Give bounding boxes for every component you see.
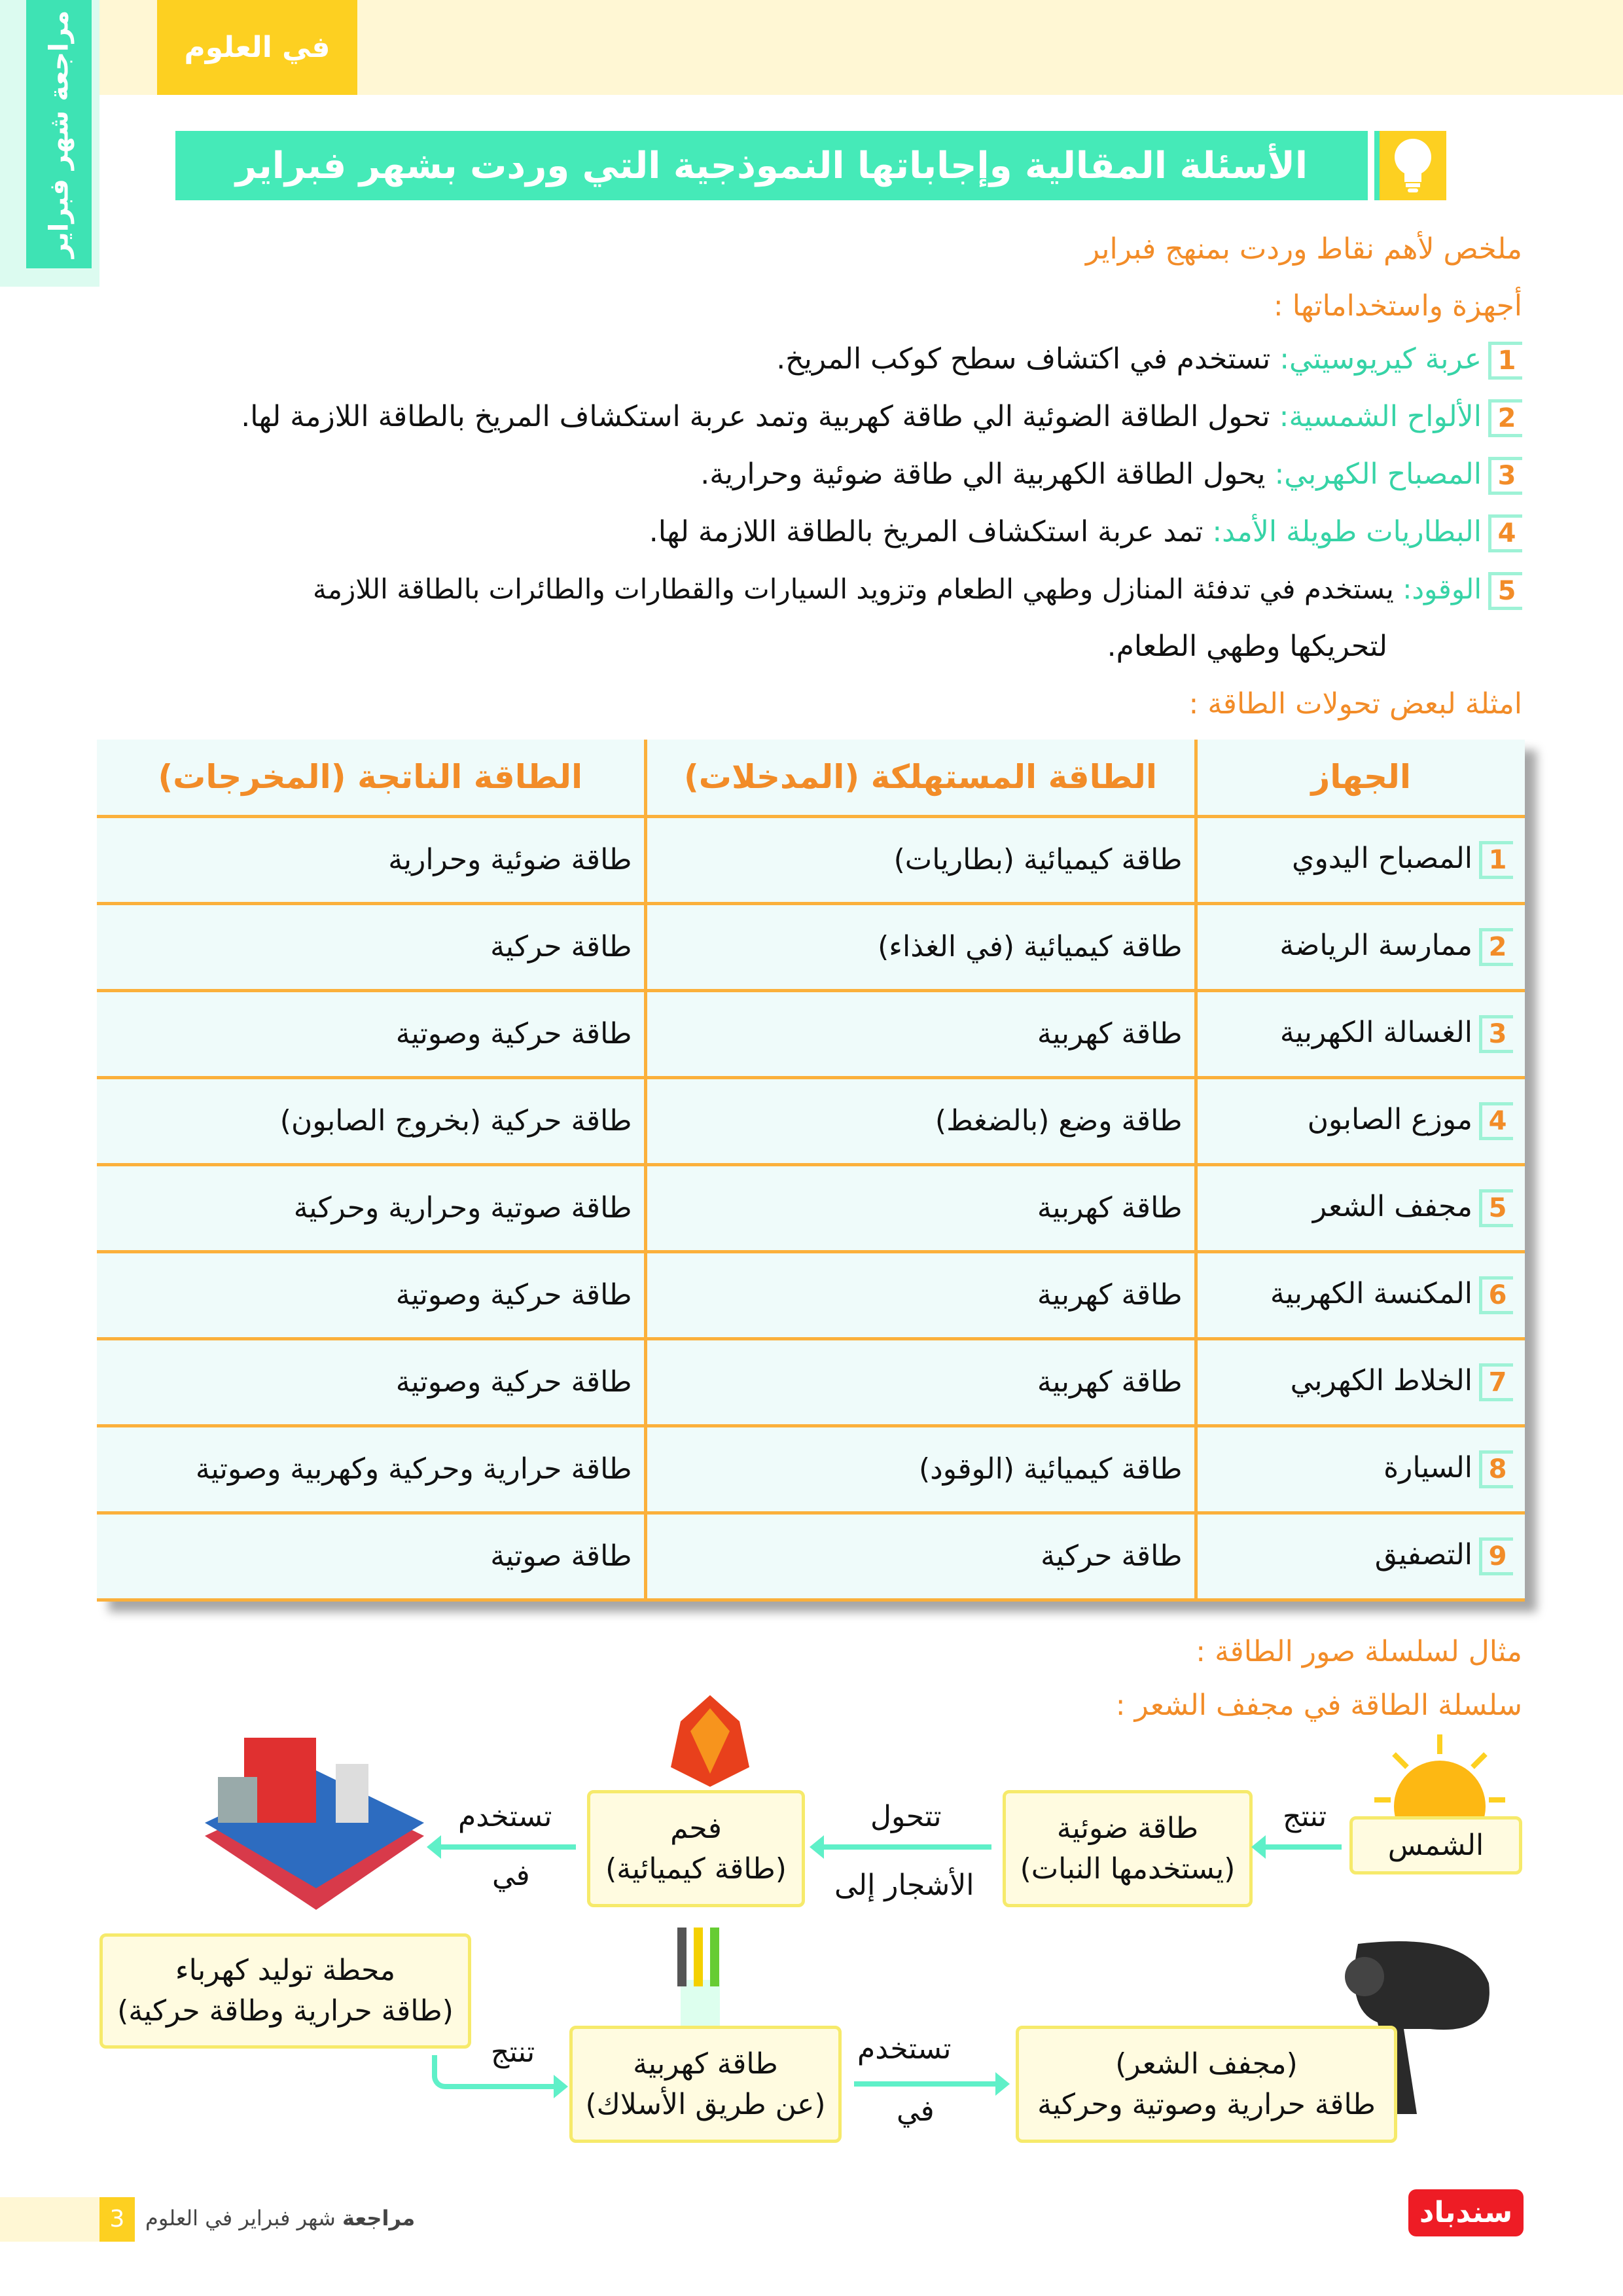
row-number: 7 [1479,1363,1513,1401]
lightbulb-icon [1374,131,1446,200]
table-row [97,990,1525,1077]
device-name: الخلاط الكهربي [1290,1363,1472,1397]
arrow-icon [854,2081,998,2087]
item-desc: تستخدم في اكتشاف سطح كوكب المريخ. [776,342,1271,376]
summary-heading: ملخص لأهم نقاط وردت بمنهج فبراير [1085,232,1522,266]
examples-heading: امثلة لبعض تحولات الطاقة : [1188,687,1522,721]
output-energy-cell: طاقة حركية (بخروج الصابون) [97,1077,645,1164]
arrow-icon [1263,1844,1342,1850]
item-term: عربة كيريوسيتي: [1279,342,1482,376]
row-number: 5 [1479,1189,1513,1227]
label-transforms: تتحول [870,1800,942,1833]
item-term: المصباح الكهربي: [1274,457,1482,491]
header-input: الطاقة المستهلكة (المدخلات) [645,740,1196,816]
item-desc: تمد عربة استكشاف المريخ بالطاقة اللازمة لها. [649,515,1204,548]
label-in-2: في [897,2094,935,2128]
device-name: المكنسة الكهربية [1270,1276,1472,1310]
item-desc: يستخدم في تدفئة المنازل وطهي الطعام وتزويد السيارات والقطارات والطائرات بالطاقة اللازمة [313,573,1394,605]
input-energy-cell: طاقة وضع (بالضغط) [645,1077,1196,1164]
sun-icon [1374,1734,1505,1822]
input-energy-cell: طاقة كهربية [645,990,1196,1077]
sidebar-label [26,0,92,268]
item-number: 5 [1488,572,1522,610]
header-output: الطاقة الناتجة (المخرجات) [97,740,645,816]
device-cell [1196,1077,1525,1164]
device-cell [1196,903,1525,990]
item-term: الوقود: [1402,573,1482,605]
table-row [97,903,1525,990]
item-number: 3 [1488,457,1522,495]
device-cell [1196,1164,1525,1251]
device-name: التصفيق [1374,1537,1472,1571]
label-trees: الأشجار إلى [834,1869,974,1902]
row-number: 8 [1479,1450,1513,1488]
device-name: ممارسة الرياضة [1279,928,1472,962]
input-energy-cell: طاقة كهربية [645,1164,1196,1251]
device-name: المصباح اليدوي [1292,841,1472,875]
arrow-icon [438,1844,576,1850]
coal-box: فحم (طاقة كيميائية) [587,1790,805,1907]
sidebar-text: مراجعة شهر فبراير [44,10,75,259]
table-row [97,1338,1525,1426]
table-row [97,1426,1525,1513]
row-number: 9 [1479,1537,1513,1575]
list-item [241,399,1522,437]
sun-box: الشمس [1349,1816,1522,1874]
arrow-icon [821,1844,991,1850]
footer-bold: مراجعة [342,2206,416,2231]
sindbad-logo: سندباد [1408,2189,1524,2236]
device-cell [1196,1251,1525,1338]
footer-rest: شهر فبراير في العلوم [145,2206,342,2231]
label-produces: تنتج [1283,1800,1327,1833]
footer-text [145,2206,415,2231]
input-energy-cell: طاقة كهربية [645,1251,1196,1338]
list-item [313,572,1522,610]
item-number: 2 [1488,399,1522,437]
header-device: الجهاز [1196,740,1525,816]
row-number: 1 [1479,841,1513,879]
output-energy-cell: طاقة صوتية وحرارية وحركية [97,1164,645,1251]
item-term: البطاريات طويلة الأمد: [1212,515,1482,548]
label-used: تستخدم [458,1800,552,1833]
row-number: 3 [1479,1015,1513,1053]
label-in: في [492,1859,530,1892]
device-name: السيارة [1383,1450,1472,1484]
table-row [97,1251,1525,1338]
chain-subheading: سلسلة الطاقة في مجفف الشعر : [1115,1689,1522,1722]
device-cell [1196,1338,1525,1426]
output-energy-cell: طاقة حركية وصوتية [97,1338,645,1426]
output-energy-cell: طاقة حركية وصوتية [97,990,645,1077]
hair-dryer-box: (مجفف الشعر) طاقة حرارية وصوتية وحركية [1016,2026,1397,2143]
input-energy-cell: طاقة حركية [645,1513,1196,1600]
electric-energy-box: طاقة كهربية (عن طريق الأسلاك) [569,2026,842,2143]
input-energy-cell: طاقة كهربية [645,1338,1196,1426]
energy-table [97,740,1525,1602]
item-number: 4 [1488,514,1522,552]
row-number: 4 [1479,1102,1513,1140]
item-number: 1 [1488,342,1522,380]
item-term: الألواح الشمسية: [1279,400,1482,433]
input-energy-cell: طاقة كيميائية (الوقود) [645,1426,1196,1513]
page-title: الأسئلة المقالية وإجاباتها النموذجية التي وردت بشهر فبراير [175,131,1368,200]
output-energy-cell: طاقة ضوئية وحرارية [97,816,645,903]
output-energy-cell: طاقة صوتية [97,1513,645,1600]
light-energy-box: طاقة ضوئية (يستخدمها النبات) [1003,1790,1253,1907]
label-produces-2: تنتج [491,2036,535,2069]
list-item [700,457,1522,495]
output-energy-cell: طاقة حركية [97,903,645,990]
device-cell [1196,990,1525,1077]
wires-icon [661,1928,733,2028]
device-name: مجفف الشعر [1312,1189,1472,1223]
list-item [649,514,1522,552]
table-row [97,1164,1525,1251]
chain-heading: مثال لسلسلة صور الطاقة : [1196,1635,1522,1668]
item-desc: تحول الطاقة الضوئية الي طاقة كهربية وتمد عربة استكشاف المريخ بالطاقة اللازمة لها. [241,400,1270,433]
item-desc-cont: لتحريكها وطهي الطعام. [1107,630,1387,663]
page-number: 3 [99,2197,135,2242]
footer-band [0,2197,99,2242]
device-cell [1196,816,1525,903]
row-number: 2 [1479,928,1513,966]
table-row [97,816,1525,903]
arrow-icon [452,2084,556,2089]
devices-heading: أجهزة واستخداماتها : [1273,289,1522,323]
device-cell [1196,1426,1525,1513]
label-used-2: تستخدم [857,2032,952,2066]
item-desc: يحول الطاقة الكهربية الي طاقة ضوئية وحرارية. [700,457,1266,491]
subject-tab: في العلوم [157,0,357,95]
coal-icon [668,1695,753,1789]
input-energy-cell: طاقة كيميائية (في الغذاء) [645,903,1196,990]
row-number: 6 [1479,1276,1513,1314]
list-item [776,342,1522,380]
input-energy-cell: طاقة كيميائية (بطاريات) [645,816,1196,903]
output-energy-cell: طاقة حرارية وحركية وكهربية وصوتية [97,1426,645,1513]
device-cell [1196,1513,1525,1600]
table-row [97,1077,1525,1164]
device-name: موزع الصابون [1307,1102,1472,1136]
table-row [97,1513,1525,1600]
power-station-box: محطة توليد كهرباء (طاقة حرارية وطاقة حركية) [99,1933,471,2049]
arrow-elbow [432,2055,452,2089]
power-station-image [205,1705,424,1912]
output-energy-cell: طاقة حركية وصوتية [97,1251,645,1338]
device-name: الغسالة الكهربية [1279,1015,1472,1049]
